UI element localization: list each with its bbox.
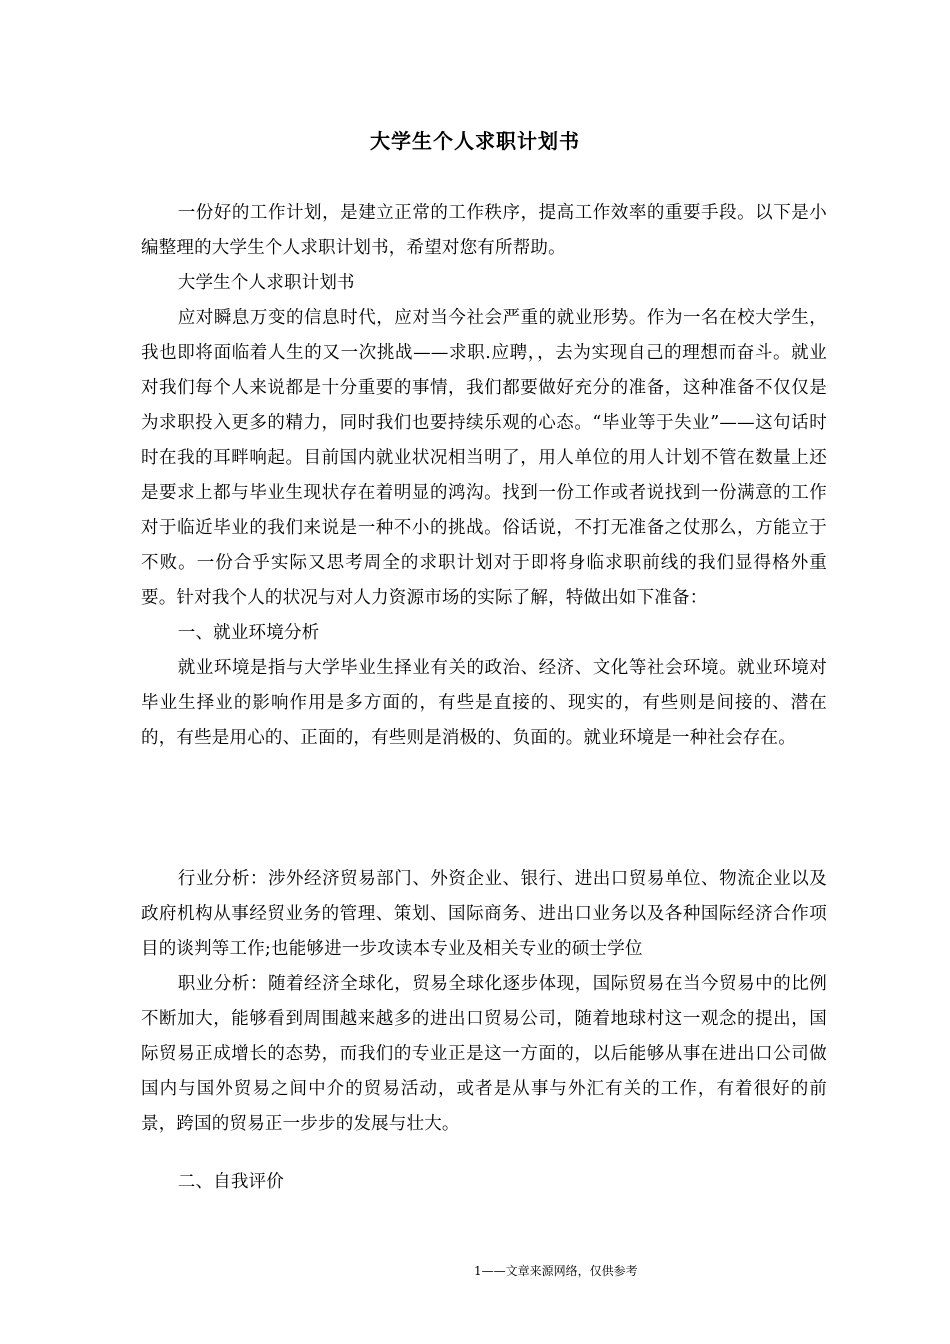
paragraph-background: 应对瞬息万变的信息时代，应对当今社会严重的就业形势。作为一名在校大学生，我也即将面临着人生的又一次挑战——求职.应聘，，去为实现自己的理想而奋斗。就业对我们每个人来说都是十分重要的事情，我们都要做好充分的准备，这种准备不仅仅是为求职投入更多的精力，同时我们也要持续乐观的心态。“毕业等于失业”——这句话时时在我的耳畔响起。目前国内就业状况相当明了，用人单位的用人计划不管在数量上还是要求上都与毕业生现状存在着明显的鸿沟。找到一份工作或者说找到一份满意的工作对于临近毕业的我们来说是一种不小的挑战。俗话说，不打无准备之仗那么，方能立于不败。一份合乎实际又思考周全的求职计划对于即将身临求职前线的我们显得格外重要。针对我个人的状况与对人力资源市场的实际了解，特做出如下准备： xyxy=(141,308,827,608)
body-section-analysis xyxy=(141,862,827,1142)
paragraph-environment: 就业环境是指与大学毕业生择业有关的政治、经济、文化等社会环境。就业环境对毕业生择业的影响作用是多方面的，有些是直接的、现实的，有些则是间接的、潜在的，有些是用心的、正面的，有些则是消极的、负面的。就业环境是一种社会存在。 xyxy=(141,658,827,748)
page-footer: 1——文章来源网络，仅供参考 xyxy=(474,1264,638,1278)
document-title: 大学生个人求职计划书 xyxy=(370,129,580,153)
heading-self-evaluation: 二、自我评价 xyxy=(177,1172,284,1192)
paragraph-industry-analysis: 行业分析：涉外经济贸易部门、外资企业、银行、进出口贸易单位、物流企业以及政府机构从事经贸业务的管理、策划、国际商务、进出口业务以及各种国际经济合作项目的谈判等工作;也能够进一步攻读本专业及相关专业的硕士学位 xyxy=(141,869,827,959)
body-section-self xyxy=(141,1165,827,1200)
paragraph-career-analysis: 职业分析：随着经济全球化，贸易全球化逐步体现，国际贸易在当今贸易中的比例不断加大，能够看到周围越来越多的进出口贸易公司，随着地球村这一观念的提出，国际贸易正成增长的态势，而我们的专业正是这一方面的，以后能够从事在进出口公司做国内与国外贸易之间中介的贸易活动，或者是从事与外汇有关的工作，有着很好的前景，跨国的贸易正一步步的发展与壮大。 xyxy=(141,974,827,1134)
body-section-intro xyxy=(141,196,827,756)
paragraph-intro: 一份好的工作计划，是建立正常的工作秩序，提高工作效率的重要手段。以下是小编整理的大学生个人求职计划书，希望对您有所帮助。 xyxy=(141,203,827,258)
heading-employment-environment: 一、就业环境分析 xyxy=(177,623,320,643)
paragraph-subtitle: 大学生个人求职计划书 xyxy=(177,273,355,293)
